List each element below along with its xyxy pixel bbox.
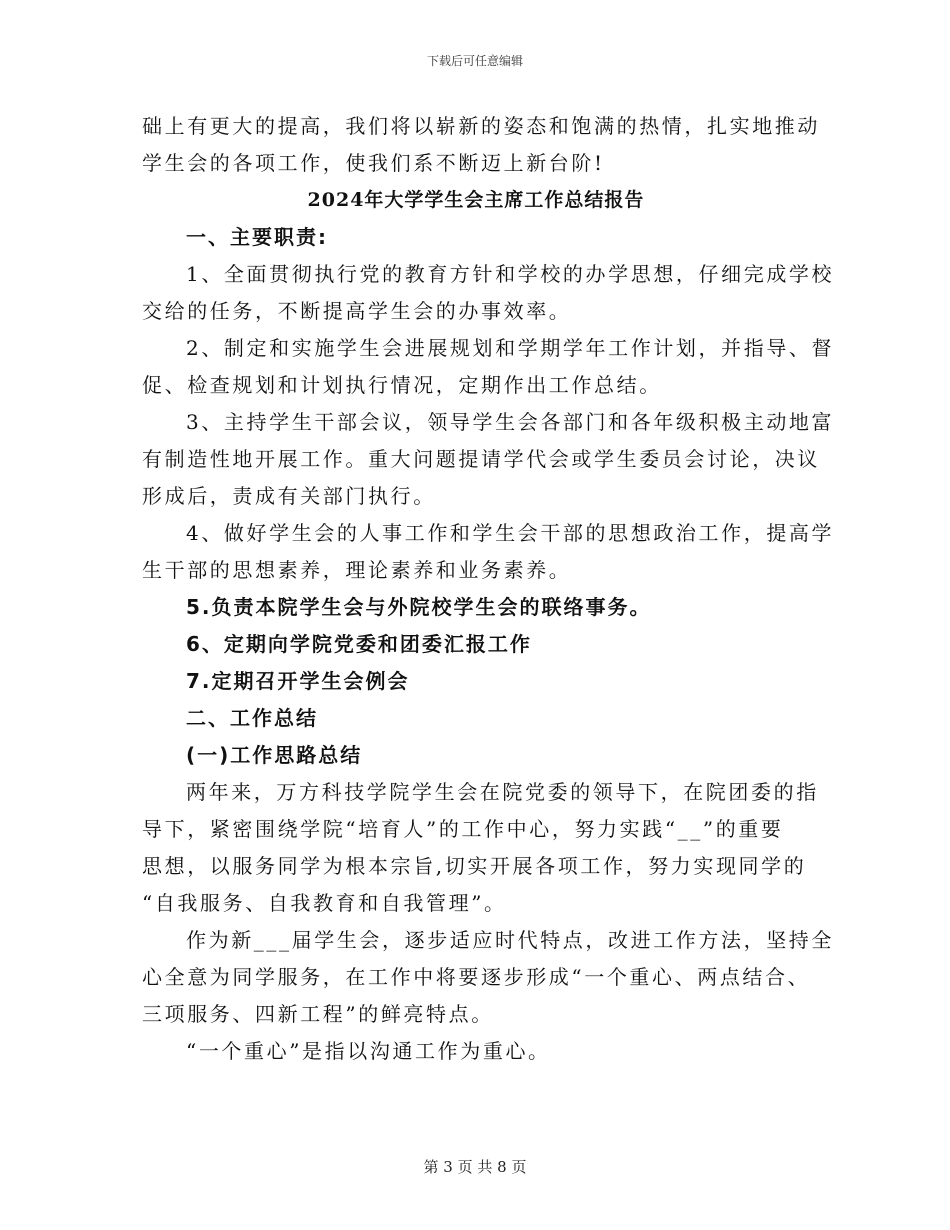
paragraph-line: 两年来，万方科技学院学生会在院党委的领导下，在院团委的指 bbox=[186, 780, 819, 804]
paragraph-line: 学生会的各项工作，使我们系不断迈上新台阶! bbox=[142, 151, 605, 175]
section-heading: 二、工作总结 bbox=[186, 706, 318, 730]
paragraph-line: 3、主持学生干部会议，领导学生会各部门和各年级积极主动地富 bbox=[186, 410, 835, 434]
paragraph-line: 础上有更大的提高，我们将以崭新的姿态和饱满的热情，扎实地推动 bbox=[142, 114, 820, 138]
paragraph-line: 心全意为同学服务，在工作中将要逐步形成“一个重心、两点结合、 bbox=[142, 965, 811, 989]
list-item-bold: 6、定期向学院党委和团委汇报工作 bbox=[186, 632, 532, 656]
paragraph-line: 思想，以服务同学为根本宗旨,切实开展各项工作，努力实现同学的 bbox=[142, 854, 807, 878]
document-body bbox=[142, 108, 835, 1070]
list-item-bold: 5.负责本院学生会与外院校学生会的联络事务。 bbox=[186, 595, 652, 619]
paragraph-line: 1、全面贯彻执行党的教育方针和学校的办学思想，仔细完成学校 bbox=[186, 262, 835, 286]
paragraph-line: 作为新___届学生会，逐步适应时代特点，改进工作方法，坚持全 bbox=[186, 928, 834, 952]
paragraph-line: 导下，紧密围绕学院“培育人”的工作中心，努力实践“__”的重要 bbox=[142, 817, 784, 841]
document-title: 2024年大学学生会主席工作总结报告 bbox=[307, 189, 645, 211]
paragraph-line: 有制造性地开展工作。重大问题提请学代会或学生委员会讨论，决议 bbox=[142, 447, 820, 471]
paragraph-line: 形成后，责成有关部门执行。 bbox=[142, 484, 436, 508]
page-number: 第 3 页 共 8 页 bbox=[423, 1158, 527, 1176]
paragraph-line: 交给的任务，不断提高学生会的办事效率。 bbox=[142, 299, 572, 323]
paragraph-line: 4、做好学生会的人事工作和学生会干部的思想政治工作，提高学 bbox=[186, 521, 835, 545]
page-header-note: 下载后可任意编辑 bbox=[426, 54, 523, 68]
section-heading: 一、主要职责: bbox=[186, 225, 328, 249]
paragraph-line: 2、制定和实施学生会进展规划和学期学年工作计划，并指导、督 bbox=[186, 336, 835, 360]
paragraph-line: 促、检查规划和计划执行情况，定期作出工作总结。 bbox=[142, 373, 662, 397]
subsection-heading: (一)工作思路总结 bbox=[186, 743, 363, 767]
paragraph-line: 生干部的思想素养，理论素养和业务素养。 bbox=[142, 558, 572, 582]
list-item-bold: 7.定期召开学生会例会 bbox=[186, 669, 410, 693]
paragraph-line: 三项服务、四新工程”的鲜亮特点。 bbox=[142, 1002, 494, 1026]
paragraph-line: “一个重心”是指以沟通工作为重心。 bbox=[186, 1039, 551, 1063]
paragraph-line: “自我服务、自我教育和自我管理”。 bbox=[142, 891, 507, 915]
